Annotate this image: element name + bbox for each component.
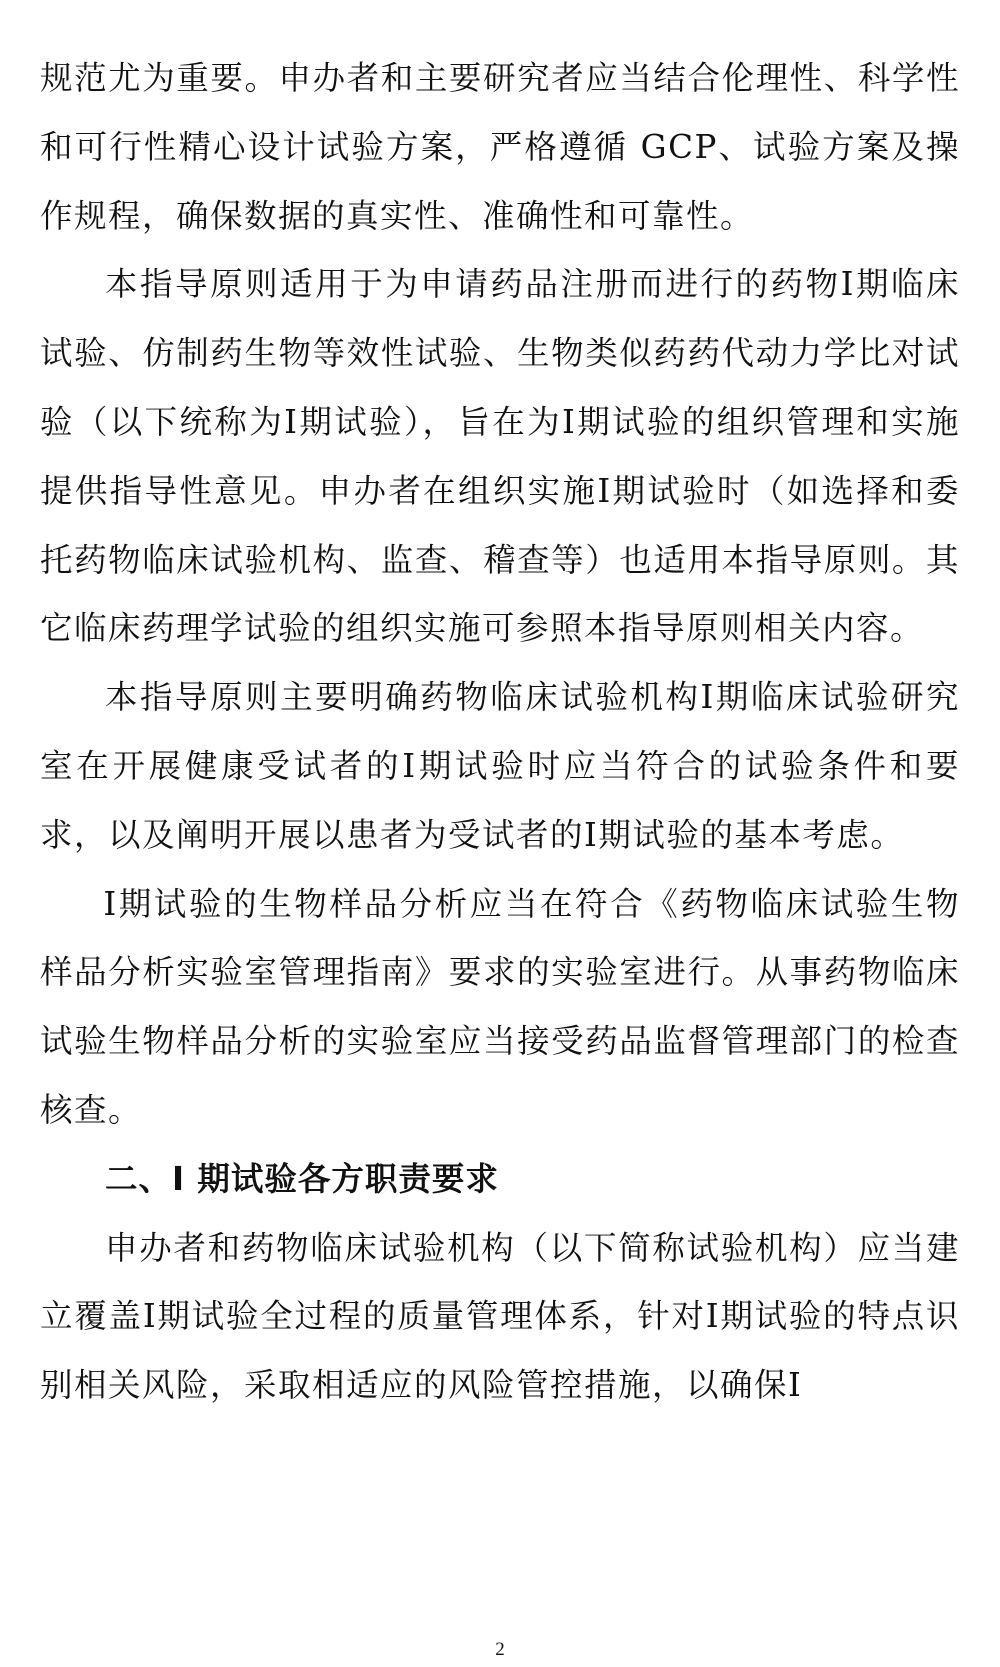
paragraph-continued: 规范尤为重要。申办者和主要研究者应当结合伦理性、科学性和可行性精心设计试验方案，严格遵循 GCP、试验方案及操作规程，确保数据的真实性、准确性和可靠性。 xyxy=(40,59,960,235)
document-body xyxy=(40,44,960,1420)
section-heading: 二、I 期试验各方职责要求 xyxy=(105,1159,499,1198)
page-number: 2 xyxy=(495,1639,505,1660)
paragraph-bioanalysis: Ⅰ期试验的生物样品分析应当在符合《药物临床试验生物样品分析实验室管理指南》要求的实验室进行。从事药物临床试验生物样品分析的实验室应当接受药品监督管理部门的检查核查。 xyxy=(40,884,960,1129)
paragraph-requirements: 本指导原则主要明确药物临床试验机构Ⅰ期临床试验研究室在开展健康受试者的Ⅰ期试验时应当符合的试验条件和要求，以及阐明开展以患者为受试者的Ⅰ期试验的基本考虑。 xyxy=(40,678,960,854)
paragraph-responsibilities: 申办者和药物临床试验机构（以下简称试验机构）应当建立覆盖Ⅰ期试验全过程的质量管理体系，针对Ⅰ期试验的特点识别相关风险，采取相适应的风险管控措施，以确保Ⅰ xyxy=(40,1228,960,1405)
paragraph-scope: 本指导原则适用于为申请药品注册而进行的药物Ⅰ期临床试验、仿制药生物等效性试验、生物类似药药代动力学比对试验（以下统称为Ⅰ期试验），旨在为Ⅰ期试验的组织管理和实施提供指导性意见。申办者在组织实施Ⅰ期试验时（如选择和委托药物临床试验机构、监查、稽查等）也适用本指导原则。其它临床药理学试验的组织实施可参照本指导原则相关内容。 xyxy=(40,265,960,648)
